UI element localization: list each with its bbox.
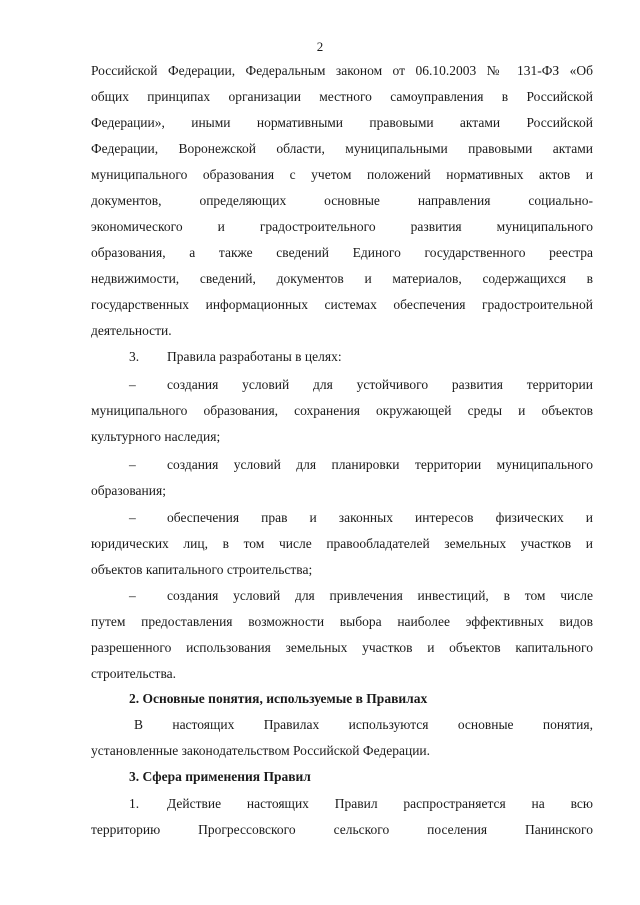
goal-item-3 <box>91 508 593 528</box>
numbered-item-1 <box>91 794 593 814</box>
text-line: Федерации, Воронежской области, муниципальными правовыми актами <box>91 141 593 156</box>
dash-marker: – <box>129 510 136 525</box>
goal-item-1 <box>91 375 593 395</box>
goal-text-line: разрешенного использования земельных участков и объектов капитального <box>91 640 593 655</box>
text-line: образования, а также сведений Единого государственного реестра <box>91 245 593 260</box>
text-line: Российской Федерации, Федеральным законом от 06.10.2003 № 131-ФЗ «Об <box>91 63 593 78</box>
page-number: 2 <box>316 39 324 54</box>
dash-marker: – <box>129 457 136 472</box>
goal-item-2 <box>91 455 593 475</box>
goal-text-line: юридических лиц, в том числе правообладателей земельных участков и <box>91 536 593 551</box>
goal-text: создания условий для планировки территории муниципального <box>167 457 593 472</box>
text-line: Федерации», иными нормативными правовыми актами Российской <box>91 115 593 130</box>
item-text: Правила разработаны в целях: <box>167 349 342 364</box>
text-line: общих принципах организации местного самоуправления в Российской <box>91 89 593 104</box>
text-line: недвижимости, сведений, документов и материалов, содержащихся в <box>91 271 593 286</box>
section-heading: 3. Сфера применения Правил <box>129 769 311 784</box>
goal-text-line: образования; <box>91 483 166 498</box>
goal-text-line: путем предоставления возможности выбора наиболее эффективных видов <box>91 614 593 629</box>
goal-text-line: объектов капитального строительства; <box>91 562 313 577</box>
text-line: документов, определяющих основные направления социально- <box>91 193 593 208</box>
text-line: установленные законодательством Российской Федерации. <box>91 743 431 758</box>
dash-marker: – <box>129 588 136 603</box>
goal-text: обеспечения прав и законных интересов физических и <box>167 510 593 525</box>
goal-text-line: строительства. <box>91 666 177 681</box>
text-line: В настоящих Правилах используются основные понятия, <box>134 717 593 732</box>
section-heading: 2. Основные понятия, используемые в Правилах <box>129 691 428 706</box>
numbered-item-3 <box>91 347 593 367</box>
text-line: деятельности. <box>91 323 172 338</box>
item-number: 3. <box>129 349 140 364</box>
item-number: 1. <box>129 796 140 811</box>
goal-item-4 <box>91 586 593 606</box>
goal-text-line: муниципального образования, сохранения окружающей среды и объектов <box>91 403 593 418</box>
text-line: государственных информационных системах обеспечения градостроительной <box>91 297 593 312</box>
text-line: экономического и градостроительного развития муниципального <box>91 219 593 234</box>
text-line: муниципального образования с учетом положений нормативных актов и <box>91 167 593 182</box>
goal-text: создания условий для устойчивого развития территории <box>167 377 593 392</box>
text-line: территорию Прогрессовского сельского поселения Панинского <box>91 822 593 837</box>
goal-text-line: культурного наследия; <box>91 429 221 444</box>
dash-marker: – <box>129 377 136 392</box>
goal-text: создания условий для привлечения инвестиций, в том числе <box>167 588 593 603</box>
item-text: Действие настоящих Правил распространяется на всю <box>167 796 593 811</box>
